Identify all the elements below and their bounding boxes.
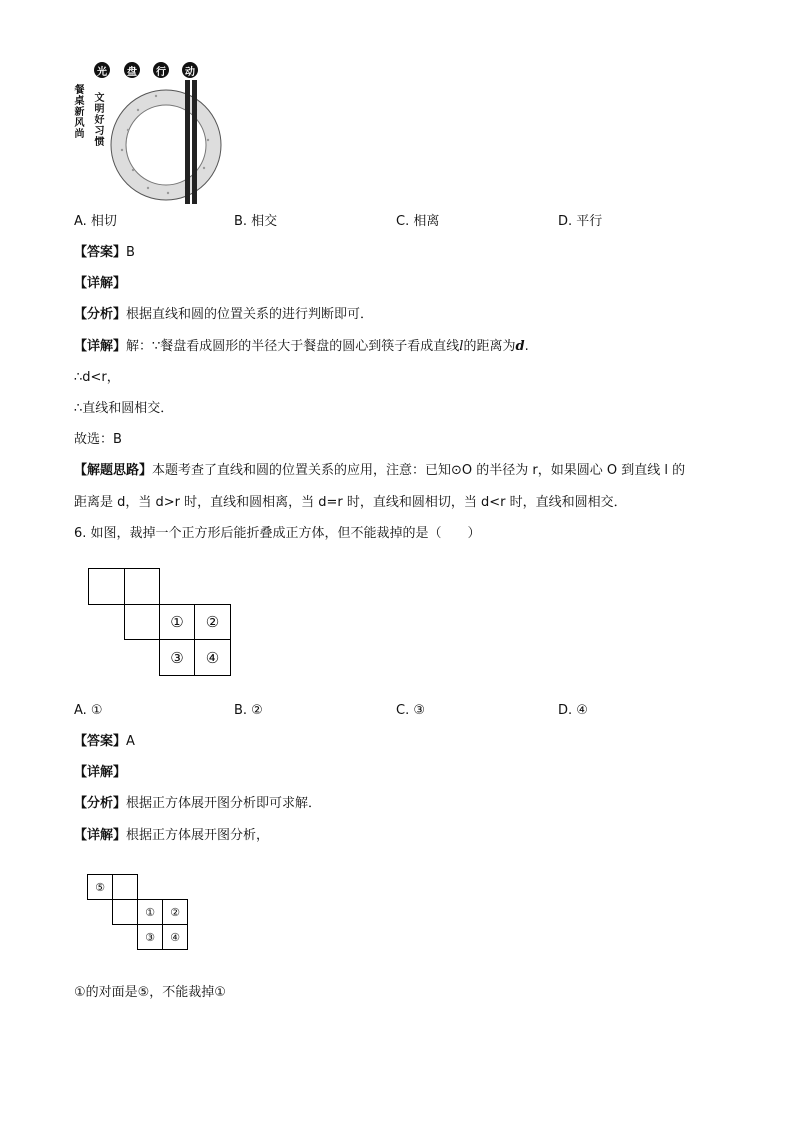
banner-char-1: 光 <box>94 62 110 78</box>
detail-mid: 的距离为 <box>463 339 516 354</box>
analysis-text: 根据直线和圆的位置关系的进行判断即可． <box>126 307 374 322</box>
detail-tag: 【详解】 <box>74 828 127 843</box>
small-net-cell-top <box>112 874 138 900</box>
detail-end: . <box>524 339 529 354</box>
q6-analysis <box>74 795 321 813</box>
detail-tag: 【详解】 <box>74 339 127 354</box>
q5-step2: ∴直线和圆相交． <box>74 401 174 416</box>
small-net-cell-mid-left <box>112 899 138 925</box>
net-cell-3: ③ <box>159 639 195 676</box>
answer-value: B <box>126 245 135 260</box>
banner-char-3: 行 <box>153 62 169 78</box>
small-net-cell-3: ③ <box>137 924 163 950</box>
q5-answer <box>74 244 135 262</box>
small-net-cell-5: ⑤ <box>87 874 113 900</box>
q6-stem: 6. 如图，裁掉一个正方形后能折叠成正方体，但不能裁掉的是（ ） <box>74 526 481 541</box>
q5-option-b: B. 相交 <box>234 214 278 229</box>
q6-conclusion: ①的对面是⑤，不能裁掉① <box>74 985 226 1000</box>
answer-tag: 【答案】 <box>74 734 127 749</box>
net-cell-top-left <box>88 568 125 605</box>
var-l: l <box>459 339 464 354</box>
q5-detail <box>74 338 529 356</box>
answer-tag: 【答案】 <box>74 245 127 260</box>
q5-choose: 故选：B <box>74 432 122 447</box>
net-cell-1: ① <box>159 604 195 640</box>
q5-step1: ∴d<r， <box>74 370 120 385</box>
net-cell-top-right <box>124 568 160 605</box>
detail-text: 根据正方体展开图分析， <box>126 828 270 843</box>
net-cell-mid-left <box>124 604 160 640</box>
net-cell-4: ④ <box>194 639 231 676</box>
small-net-cell-4: ④ <box>162 924 188 950</box>
q6-option-a: A. ① <box>74 703 103 718</box>
plate-illustration <box>68 60 228 208</box>
banner-char-4: 动 <box>182 62 198 78</box>
q5-option-c: C. 相离 <box>396 214 440 229</box>
thinking-tag: 【解题思路】 <box>74 463 153 478</box>
small-net-cell-1: ① <box>137 899 163 925</box>
answer-value: A <box>126 734 135 749</box>
thinking-text-1: 本题考查了直线和圆的位置关系的应用，注意：已知⊙O 的半径为 r，如果圆心 O 到直线 l 的 <box>152 463 686 478</box>
q6-option-b: B. ② <box>234 703 263 718</box>
q5-thinking-2: 距离是 d，当 d>r 时，直线和圆相离，当 d=r 时，直线和圆相切，当 d<r 时，直线和圆相交． <box>74 495 627 510</box>
q6-detail <box>74 827 269 845</box>
q6-option-d: D. ④ <box>558 703 588 718</box>
q6-option-c: C. ③ <box>396 703 425 718</box>
var-d: d <box>515 339 525 354</box>
left-caption: 餐桌新风尚 <box>72 84 83 139</box>
analysis-tag: 【分析】 <box>74 307 127 322</box>
q5-thinking-1 <box>74 462 685 480</box>
analysis-tag: 【分析】 <box>74 796 127 811</box>
q6-answer <box>74 733 135 751</box>
analysis-text: 根据正方体展开图分析即可求解． <box>126 796 322 811</box>
plate-icon <box>68 60 228 208</box>
q5-option-a: A. 相切 <box>74 214 117 229</box>
q5-option-d: D. 平行 <box>558 214 603 229</box>
banner-char-2: 盘 <box>124 62 140 78</box>
net-cell-2: ② <box>194 604 231 640</box>
q6-detail-header: 【详解】 <box>74 765 127 780</box>
small-net-cell-2: ② <box>162 899 188 925</box>
q6-small-net-figure <box>87 874 189 954</box>
q6-net-figure <box>88 568 232 676</box>
detail-text: 解：∵餐盘看成圆形的半径大于餐盘的圆心到筷子看成直线 <box>126 339 460 354</box>
q5-analysis <box>74 306 373 324</box>
q5-detail-header: 【详解】 <box>74 276 127 291</box>
right-caption: 文明好习惯 <box>92 92 103 147</box>
